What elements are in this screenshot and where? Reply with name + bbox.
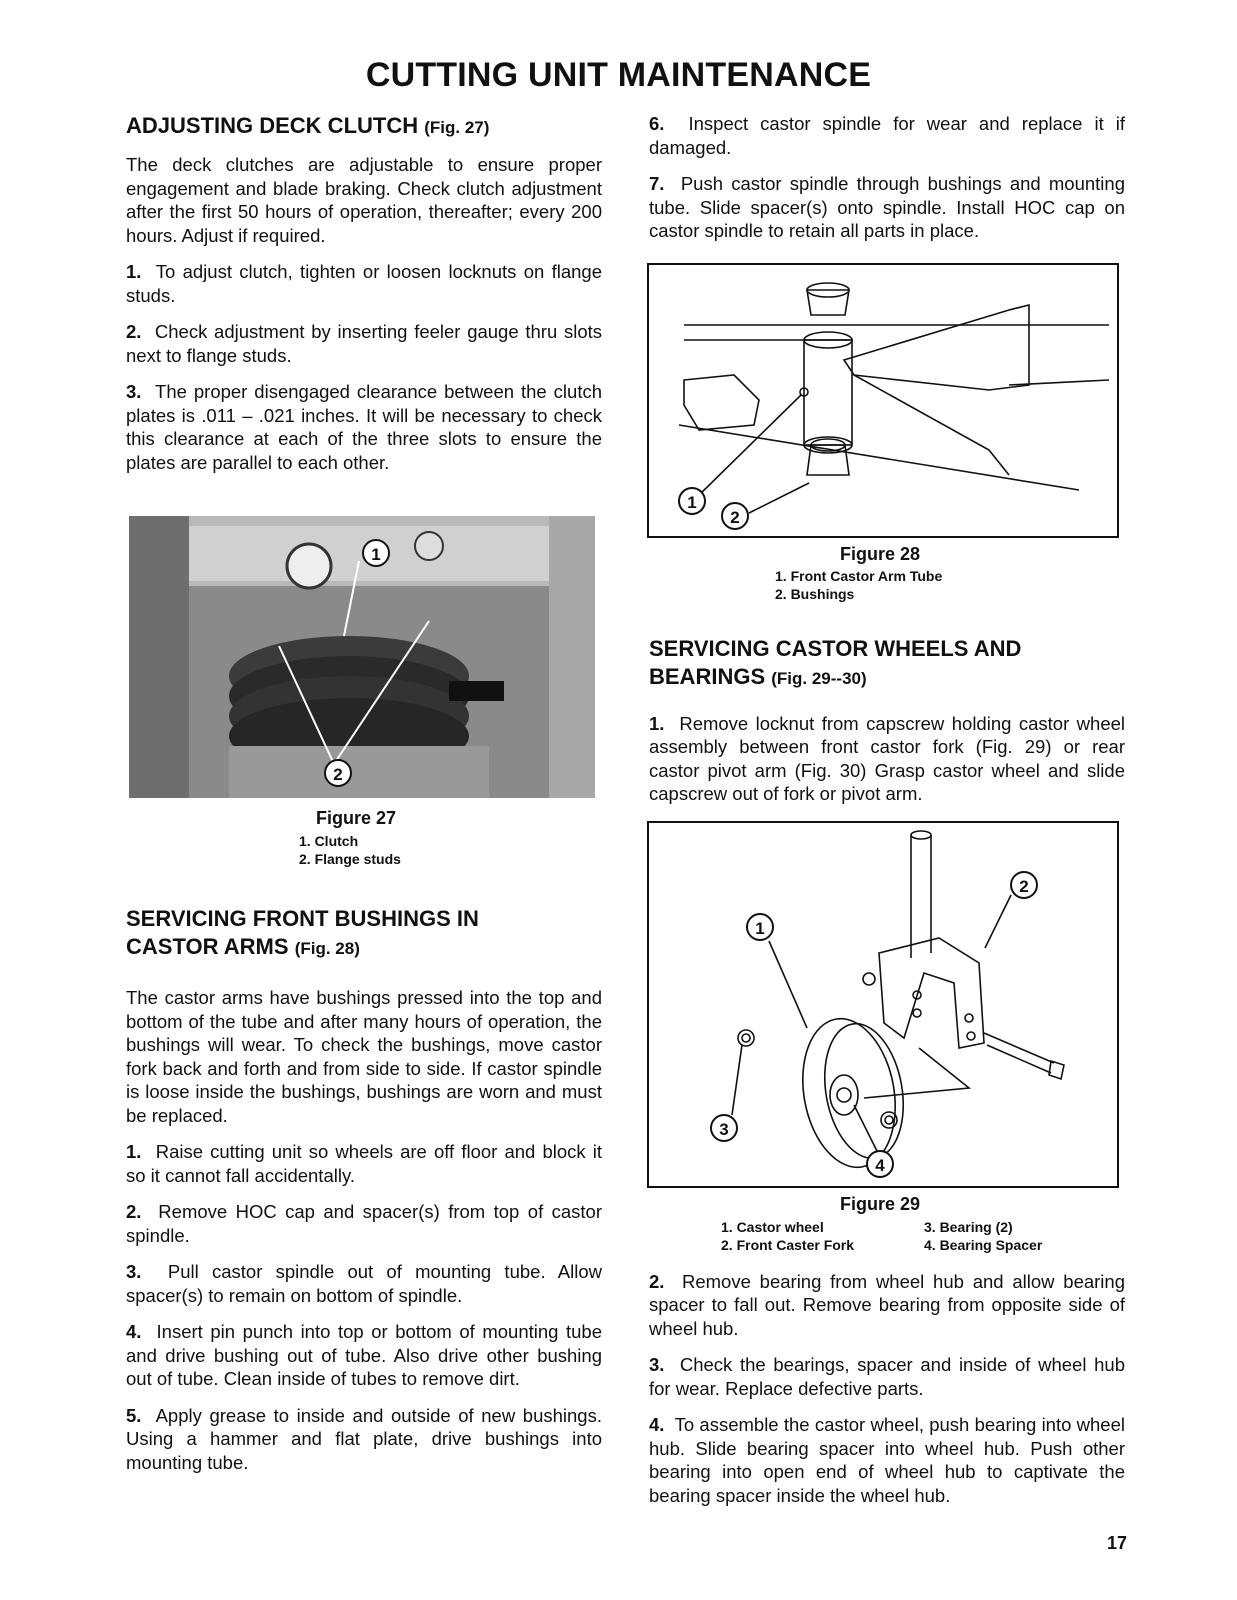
callout-2: 2 [1010,871,1038,899]
heading-servicing-front-bushings: SERVICING FRONT BUSHINGS IN CASTOR ARMS (Fig. 28) [126,906,479,959]
heading-servicing-castor-wheels: SERVICING CASTOR WHEELS AND BEARINGS (Fig. 29--30) [649,635,1022,689]
step: 5. Apply grease to inside and outside of new bushings. Using a hammer and flat plate, drive bushings into mounting tube. [126,1404,602,1473]
paragraph: The deck clutches are adjustable to ensure proper engagement and blade braking. Check clutch adjustment after the first 50 hours of operation, thereafter; every 200 hours. Adjust if required. [126,154,602,246]
step: 7. Push castor spindle through bushings and mounting tube. Slide spacer(s) onto spindle. Install HOC cap on castor spindle to retain all parts in place. [649,173,1125,241]
step: 1. Raise cutting unit so wheels are off floor and block it so it cannot fall accidentally. [126,1141,603,1186]
paragraph: The castor arms have bushings pressed into the top and bottom of the tube and after many hours of operation, the bushings will wear. To check the bushings, move castor fork back and forth and from side to side. If castor spindle is loose inside the bushings, bushings are worn and must be replaced. [126,987,602,1126]
step: 2. Remove bearing from wheel hub and allow bearing spacer to fall out. Remove bearing from opposite side of wheel hub. [649,1270,1125,1339]
step: 1. To adjust clutch, tighten or loosen locknuts on flange studs. [126,261,602,306]
heading-adjusting-deck-clutch: ADJUSTING DECK CLUTCH (Fig. 27) [126,113,490,138]
callout-1: 1 [678,487,706,515]
callout-2: 2 [721,502,749,530]
clutch-photo-illustration [129,516,595,798]
callout-3: 3 [710,1114,738,1142]
step: 3. The proper disengaged clearance between the clutch plates is .011 – .021 inches. It will be necessary to check this clearance at each of the three slots to ensure the plates are parallel to each other. [126,381,602,473]
step: 6. Inspect castor spindle for wear and replace it if damaged. [649,113,1126,158]
figure-27-caption: Figure 27 1. Clutch 2. Flange studs [299,808,401,867]
figure-28-drawing [647,263,1119,538]
step: 4. To assemble the castor wheel, push bearing into wheel hub. Slide bearing spacer into wheel hub. Push other bearing into open end of wheel hub to captivate the bearing spacer inside the wheel hub. [649,1414,1125,1506]
step: 3. Pull castor spindle out of mounting tube. Allow spacer(s) to remain on bottom of spindle. [126,1261,603,1306]
step: 3. Check the bearings, spacer and inside of wheel hub for wear. Replace defective parts. [649,1354,1125,1399]
figure-27-photo [129,516,595,798]
figure-28-caption: Figure 28 1. Front Castor Arm Tube 2. Bushings [775,543,943,602]
figure-29-caption: Figure 29 1. Castor wheel 2. Front Caster Fork 3. Bearing (2) 4. Bearing Spacer [721,1193,1043,1253]
left-column [126,112,602,1487]
step: 2. Remove HOC cap and spacer(s) from top of castor spindle. [126,1201,603,1246]
right-column [649,112,1125,1520]
callout-4: 4 [866,1150,894,1178]
step: 4. Insert pin punch into top or bottom of mounting tube and drive bushing out of tube. Also drive other bushing out of tube. Clean inside of tubes to remove dirt. [126,1321,602,1389]
step: 2. Check adjustment by inserting feeler gauge thru slots next to flange studs. [126,321,603,366]
page-number: 17 [1106,1533,1127,1553]
callout-1: 1 [362,539,390,567]
callout-2: 2 [324,759,352,787]
callout-1: 1 [746,913,774,941]
figure-29-drawing [647,821,1119,1188]
page-title: CUTTING UNIT MAINTENANCE [365,56,872,94]
castor-arm-tube-illustration [649,265,1117,536]
step: 1. Remove locknut from capscrew holding castor wheel assembly between front castor fork (Fig. 29) or rear castor pivot arm (Fig. 30) Grasp castor wheel and slide capscrew out of fork or pivot arm. [649,712,1126,804]
